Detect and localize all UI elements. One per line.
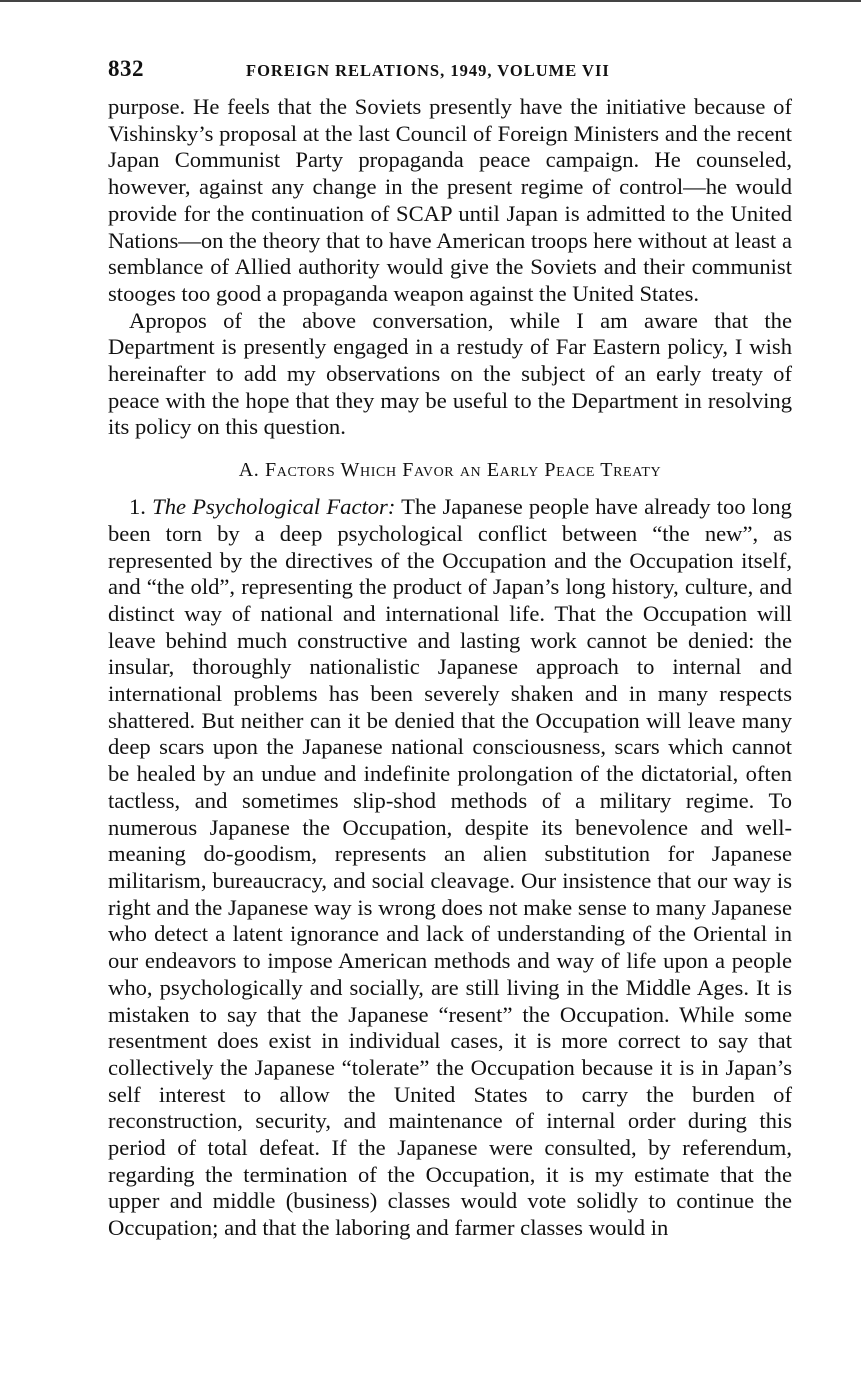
document-page (108, 54, 792, 1242)
paragraph-psychological-factor (108, 494, 792, 1242)
page-number: 832 (108, 56, 144, 81)
section-heading: A. Factors Which Favor an Early Peace Treaty (238, 459, 662, 482)
item-text: The Japanese people have already too long been torn by a deep psychological conflict between “the new”, as represented by the directives of the Occupation and the Occupation itself, and “the old”, representing the product of Japan’s long history, culture, and distinct way of national and international life. That the Occupation will leave behind much constructive and lasting work cannot be denied: the insular, thoroughly nationalistic Japanese approach to internal and international problems has been severely shaken and in many respects shattered. But neither can it be denied that the Occupation will leave many deep scars upon the Japanese national consciousness, scars which cannot be healed by an undue and indefinite prolongation of the dictatorial, often tactless, and sometimes slip-shod methods of a military regime. To numerous Japanese the Occupation, despite its benevolence and well-meaning do-goodism, represents an alien substitution for Japanese militarism, bureaucracy, and social cleavage. Our insistence that our way is right and the Japanese way is wrong does not make sense to many Japanese who detect a latent ignorance and lack of understanding of the Oriental in our endeavors to impose American methods and way of life upon a people who, psychologically and socially, are still living in the Middle Ages. It is mistaken to say that the Japanese “resent” the Occupation. While some resentment does exist in individual cases, it is more correct to say that collectively the Japanese “tolerate” the Occupation because it is in Japan’s self interest to allow the United States to carry the burden of reconstruction, security, and maintenance of internal order during this period of total defeat. If the Japanese were consulted, by referendum, regarding the termination of the Occupation, it is my estimate that the upper and middle (business) classes would vote solidly to continue the Occupation; and that the laboring and farmer classes would in (108, 494, 792, 1241)
body-text (108, 94, 792, 1242)
running-head (108, 54, 792, 88)
paragraph-continued: purpose. He feels that the Soviets presently have the initiative because of Vishinsky’s proposal at the last Council of Foreign Ministers and the recent Japan Communist Party propaganda peace campaign. He counseled, however, against any change in the present regime of control—he would provide for the continuation of SCAP until Japan is admitted to the United Nations—on the theory that to have American troops here without at least a semblance of Allied authority would give the Soviets and their communist stooges too good a propaganda weapon against the United States. (108, 94, 792, 306)
top-rule (0, 0, 861, 2)
item-title: The Psychological Factor: (152, 494, 396, 520)
item-number: 1. (129, 494, 146, 520)
paragraph-apropos: Apropos of the above conversation, while I am aware that the Department is presently engaged in a restudy of Far Eastern policy, I wish hereinafter to add my observations on the subject of an early treaty of peace with the hope that they may be useful to the Department in resolving its policy on this question. (108, 307, 792, 440)
running-title: FOREIGN RELATIONS, 1949, VOLUME VII (246, 61, 610, 80)
